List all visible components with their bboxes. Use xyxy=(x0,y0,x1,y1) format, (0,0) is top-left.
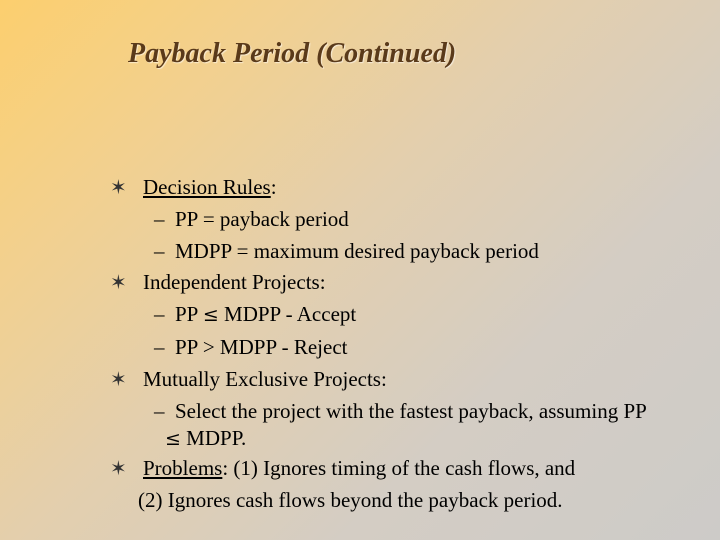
star-bullet-icon: ✶ xyxy=(110,366,127,391)
sub-bullet-text: PP > MDPP - Reject xyxy=(175,334,348,359)
dash-icon: – xyxy=(154,206,165,231)
sub-bullet-accept xyxy=(110,299,718,332)
slide-content xyxy=(110,172,718,517)
independent-projects-label: Independent Projects: xyxy=(143,270,326,295)
bullet-problems xyxy=(110,453,718,485)
sub-bullet-text: PP = payback period xyxy=(175,206,349,231)
bullet-mutually-exclusive xyxy=(110,364,718,396)
decision-rules-label: Decision Rules xyxy=(143,175,271,199)
bullet-decision-rules xyxy=(110,172,718,204)
dash-icon: – xyxy=(154,238,165,263)
sub-bullet-select-continued xyxy=(110,425,718,453)
mutually-exclusive-label: Mutually Exclusive Projects: xyxy=(143,366,387,391)
dash-icon: – xyxy=(154,302,165,327)
sub-bullet-reject xyxy=(110,332,718,364)
sub-bullet-mdpp xyxy=(110,236,718,268)
problems-label: Problems xyxy=(143,456,223,481)
sub-bullet-select xyxy=(110,396,718,428)
bullet-independent-projects xyxy=(110,267,718,299)
sub-bullet-text: Select the project with the fastest payback, assuming PP xyxy=(175,398,647,423)
less-equal-symbol: ≤ xyxy=(165,428,181,451)
sub-bullet-text: PP xyxy=(175,302,198,327)
star-bullet-icon: ✶ xyxy=(110,175,127,199)
dash-icon: – xyxy=(154,398,165,423)
sub-bullet-text: MDPP - Accept xyxy=(224,302,357,327)
less-equal-symbol: ≤ xyxy=(202,304,219,327)
star-bullet-icon: ✶ xyxy=(110,270,127,295)
decision-rules-colon: : xyxy=(270,175,277,199)
bullet-problems-continued xyxy=(110,485,718,517)
dash-icon: – xyxy=(154,334,165,359)
sub-bullet-text: MDPP = maximum desired payback period xyxy=(175,238,539,263)
problems-text: : (1) Ignores timing of the cash flows, and xyxy=(222,456,576,481)
slide-title: Payback Period (Continued) xyxy=(128,38,457,69)
star-bullet-icon: ✶ xyxy=(110,456,127,481)
sub-bullet-pp xyxy=(110,204,718,236)
sub-bullet-text: MDPP. xyxy=(186,426,247,451)
problems-text-continued: (2) Ignores cash flows beyond the payback period. xyxy=(138,488,563,513)
